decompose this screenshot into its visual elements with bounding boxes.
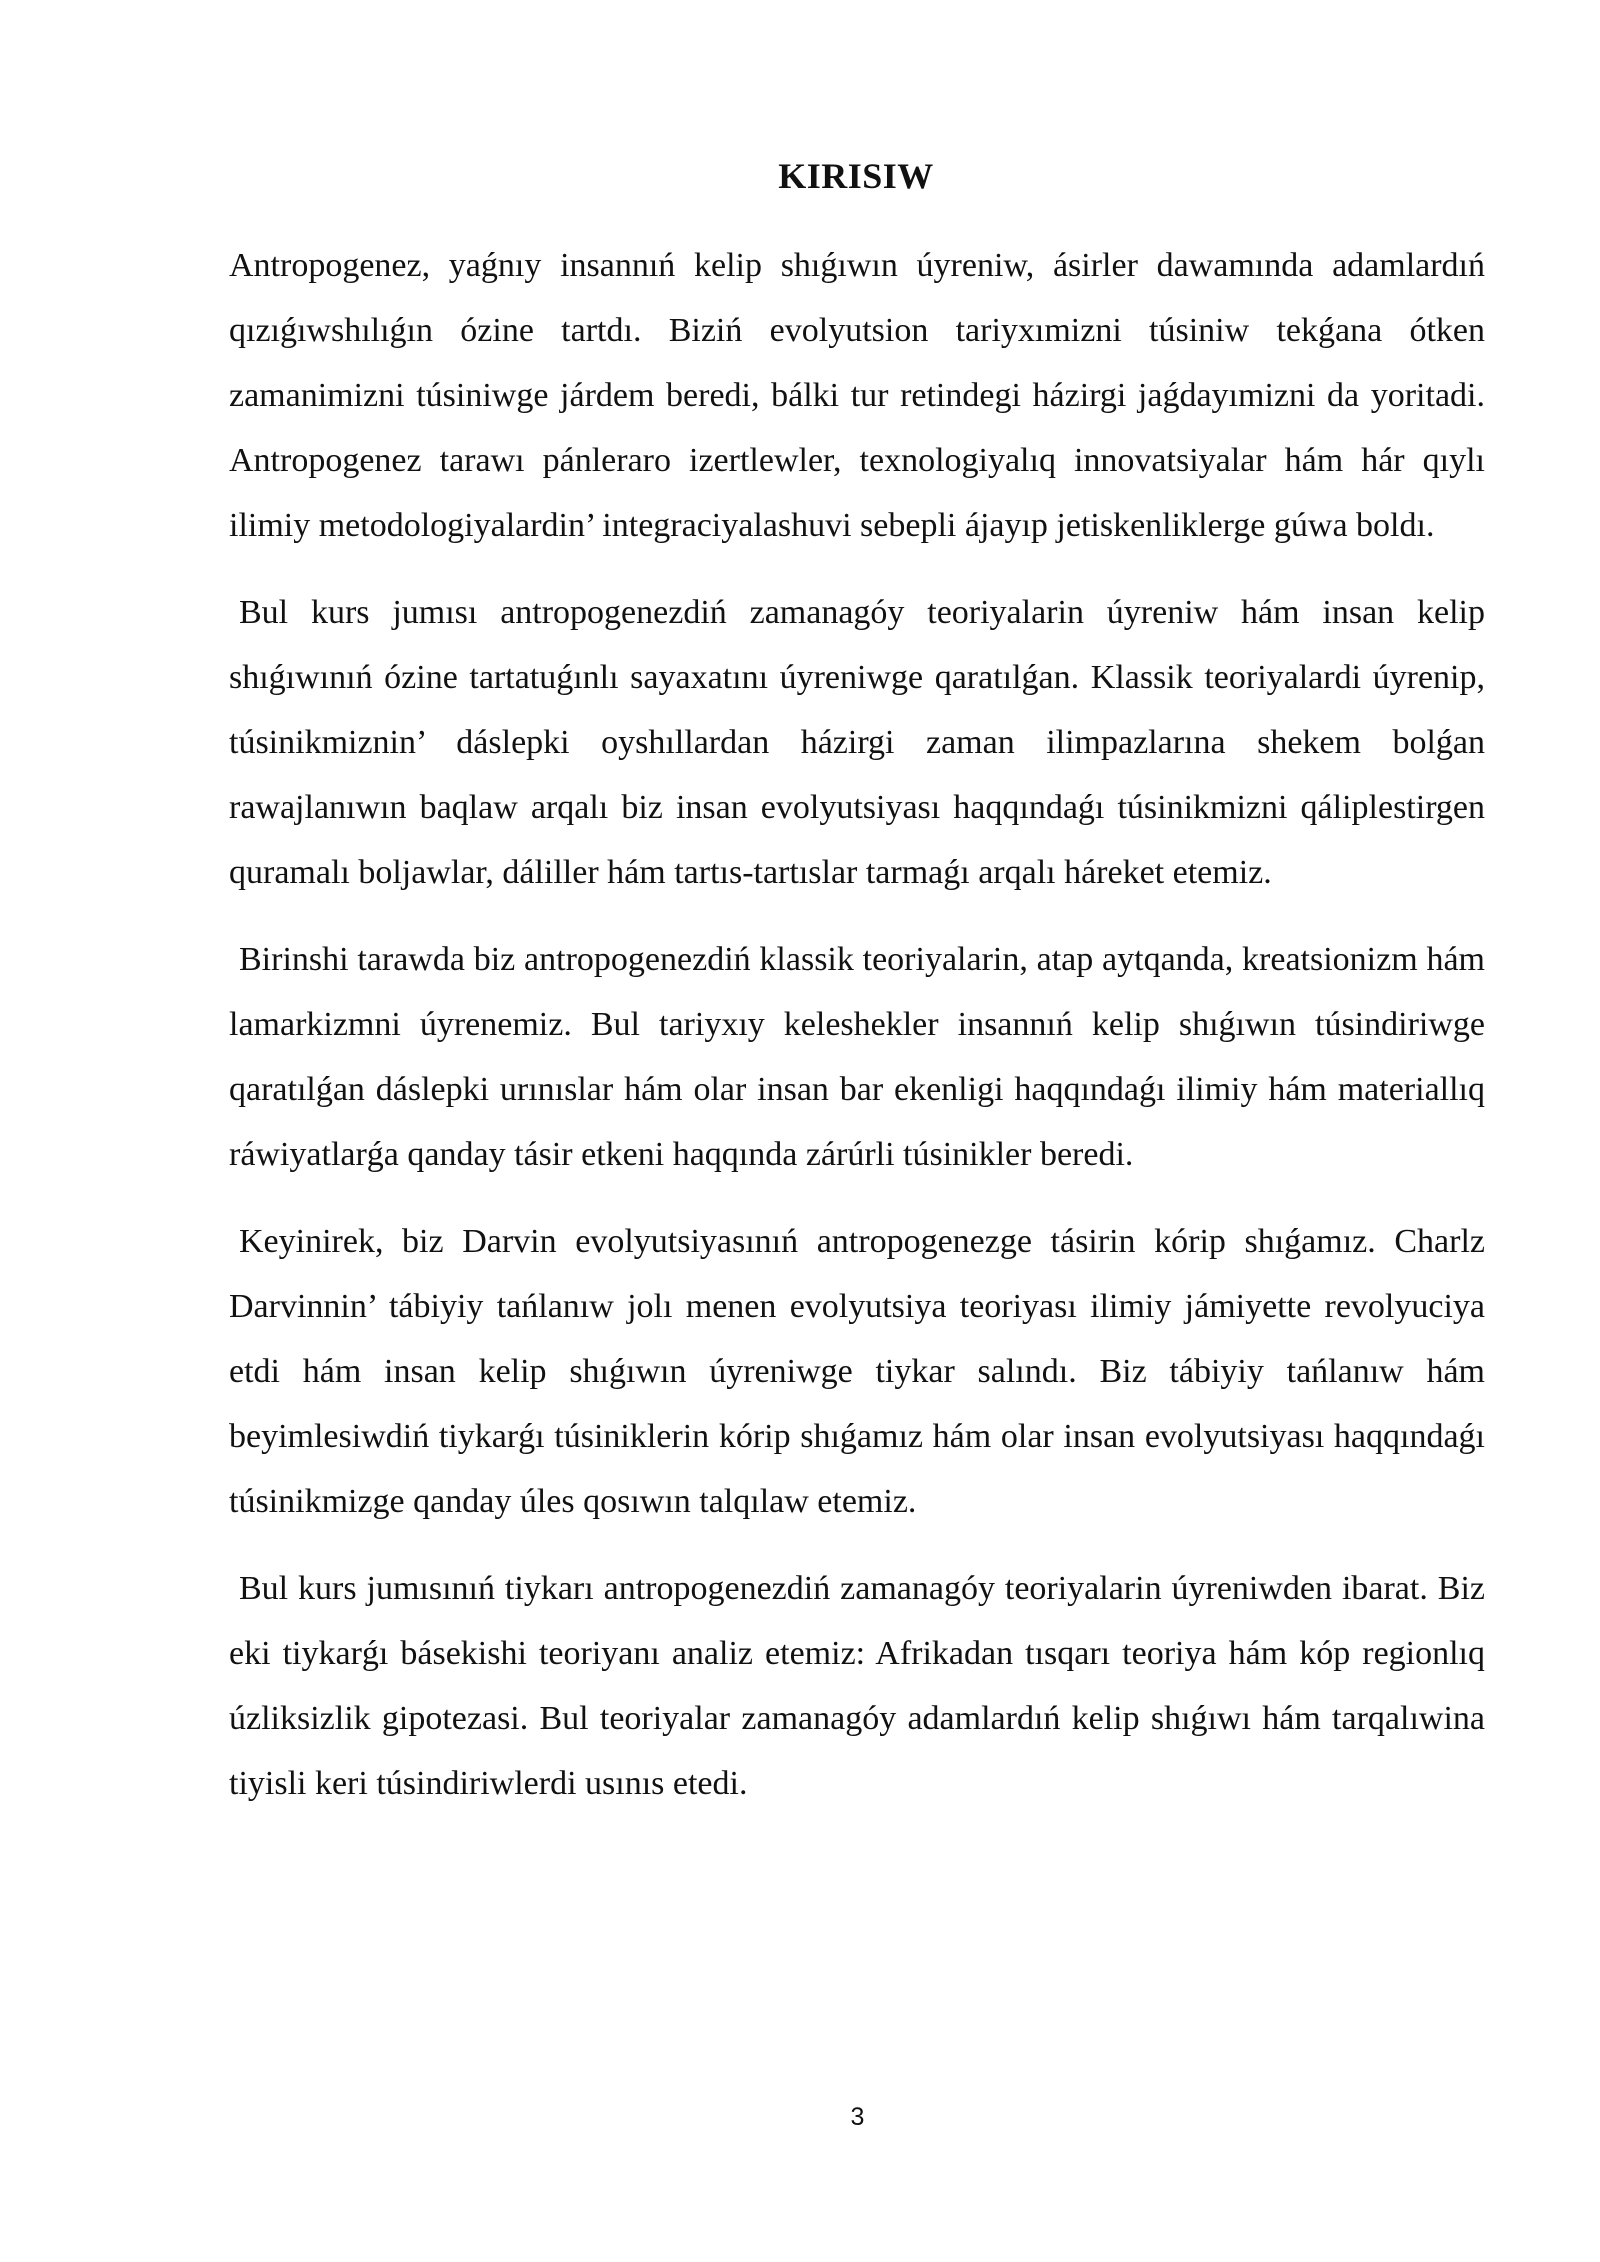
paragraph-5: Bul kurs jumısınıń tiykarı antropogenezdiń zamanagóy teoriyalarin úyreniwden ibarat. Biz eki tiykarǵı básekishi teoriyanı analiz etemiz: Afrikadan tısqarı teoriya hám kóp regionlıq úzliksizlik gipotezasi. Bul teoriyalar zamanagóy adamlardıń kelip shıǵıwı hám tarqalıwina tiyisli keri túsindiriwlerdi usınıs etedi.: [229, 1570, 1485, 1802]
paragraph-4: Keyinirek, biz Darvin evolyutsiyasınıń antropogenezge tásirin kórip shıǵamız. Charlz Darvinnin’ tábiyiy tańlanıw jolı menen evolyutsiya teoriyası ilimiy jámiyette revolyuciya etdi hám insan kelip shıǵıwın úyreniwge tiykar salındı. Biz tábiyiy tańlanıw hám beyimlesiwdiń tiykarǵı túsiniklerin kórip shıǵamız hám olar insan evolyutsiyası haqqındaǵı túsinikmizge qanday úles qosıwın talqılaw etemiz.: [229, 1223, 1485, 1520]
page-title: KIRISIW: [778, 156, 934, 196]
paragraph-3: Birinshi tarawda biz antropogenezdiń klassik teoriyalarin, atap aytqanda, kreatsionizm hám lamarkizmni úyrenemiz. Bul tariyxıy keleshekler insannıń kelip shıǵıwın túsindiriwge qaratılǵan dáslepki urınıslar hám olar insan bar ekenligi haqqındaǵı ilimiy hám materiallıq ráwiyatlarǵa qanday tásir etkeni haqqında zárúrli túsinikler beredi.: [229, 941, 1485, 1173]
page-number: 3: [850, 2103, 865, 2131]
paragraph-1: Antropogenez, yaǵnıy insannıń kelip shıǵıwın úyreniw, ásirler dawamında adamlardıń qızıǵıwshılıǵın ózine tartdı. Biziń evolyutsion tariyxımizni túsiniw tekǵana ótken zamanimizni túsiniwge járdem beredi, bálki tur retindegi házirgi jaǵdayımizni da yoritadi. Antropogenez tarawı pánleraro izertlewler, texnologiyalıq innovatsiyalar hám hár qıylı ilimiy metodologiyalardin’ integraciyalashuvi sebepli ájayıp jetiskenliklerge gúwa boldı.: [229, 247, 1485, 544]
paragraph-2: Bul kurs jumısı antropogenezdiń zamanagóy teoriyalarin úyreniw hám insan kelip shıǵıwınıń ózine tartatuǵınlı sayaxatını úyreniwge qaratılǵan. Klassik teoriyalardi úyrenip, túsinikmiznin’ dáslepki oyshıllardan házirgi zaman ilimpazlarına shekem bolǵan rawajlanıwın baqlaw arqalı biz insan evolyutsiyası haqqındaǵı túsinikmizni qáliplestirgen quramalı boljawlar, dáliller hám tartıs-tartıslar tarmaǵı arqalı háreket etemiz.: [229, 594, 1485, 891]
body-text: [229, 233, 1485, 1838]
